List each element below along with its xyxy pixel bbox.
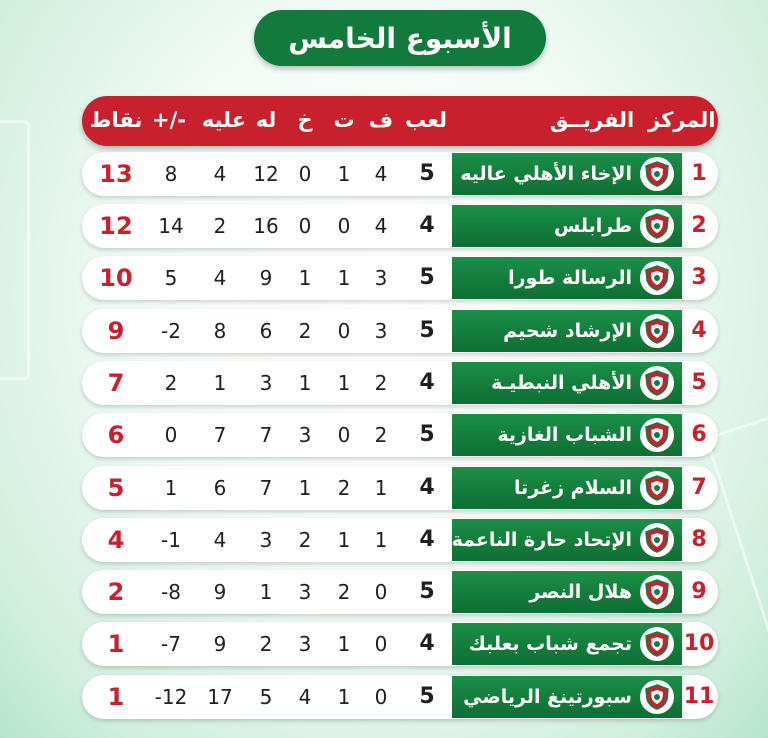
page-title (254, 10, 546, 66)
won-value: 0 (374, 580, 388, 604)
goals-against-value: 6 (213, 476, 227, 500)
team-name: الإخاء الأهلي عاليه (460, 163, 632, 185)
goal-diff-value: 8 (164, 162, 178, 186)
table-row (82, 152, 718, 196)
played-value: 4 (419, 527, 435, 552)
lost-value: 4 (298, 685, 312, 709)
lost-value: 1 (298, 266, 312, 290)
rank-value: 10 (683, 631, 715, 656)
page-title-text: الأسبوع الخامس (288, 21, 512, 55)
team-name: طرابلس (554, 215, 632, 237)
rank-value: 5 (691, 370, 707, 395)
rank-value: 7 (691, 475, 707, 500)
background-decoration (0, 120, 30, 380)
points-value: 13 (99, 160, 133, 188)
header-goals-against: عليه (201, 108, 247, 132)
won-value: 1 (374, 528, 388, 552)
won-value: 2 (374, 423, 388, 447)
drawn-value: 1 (337, 266, 351, 290)
rank-value: 3 (691, 265, 707, 290)
team-name: الأهلي النبطيـة (491, 372, 632, 394)
goals-for-value: 7 (259, 423, 273, 447)
goal-diff-value: 14 (158, 214, 184, 238)
goals-for-value: 7 (259, 476, 273, 500)
goals-against-value: 9 (213, 580, 227, 604)
club-crest-icon (640, 523, 674, 557)
table-row (82, 256, 718, 300)
lost-value: 0 (298, 162, 312, 186)
drawn-value: 0 (337, 423, 351, 447)
lost-value: 3 (298, 423, 312, 447)
goal-diff-value: -7 (161, 632, 181, 656)
won-value: 2 (374, 371, 388, 395)
team-cell (452, 623, 682, 665)
team-name: الرسالة طورا (508, 267, 632, 289)
goals-against-value: 4 (213, 162, 227, 186)
drawn-value: 1 (337, 685, 351, 709)
rank-value: 11 (683, 684, 715, 709)
table-row (82, 675, 718, 719)
header-drawn: ت (333, 108, 355, 132)
played-value: 5 (419, 422, 435, 447)
points-value: 4 (107, 526, 125, 554)
won-value: 1 (374, 476, 388, 500)
points-value: 1 (107, 630, 125, 658)
team-cell (452, 571, 682, 613)
goals-for-value: 2 (259, 632, 273, 656)
won-value: 4 (374, 214, 388, 238)
drawn-value: 1 (337, 632, 351, 656)
goals-for-value: 12 (253, 162, 279, 186)
goals-for-value: 16 (253, 214, 279, 238)
goal-diff-value: -2 (161, 319, 181, 343)
lost-value: 0 (298, 214, 312, 238)
goal-diff-value: -8 (161, 580, 181, 604)
lost-value: 2 (298, 528, 312, 552)
won-value: 0 (374, 685, 388, 709)
drawn-value: 2 (337, 580, 351, 604)
played-value: 4 (419, 213, 435, 238)
club-crest-icon (640, 209, 674, 243)
table-row (82, 622, 718, 666)
lost-value: 2 (298, 319, 312, 343)
goals-against-value: 17 (207, 685, 233, 709)
team-cell (452, 467, 682, 509)
team-name: السلام زغرتا (514, 477, 632, 499)
rank-value: 6 (691, 422, 707, 447)
played-value: 5 (419, 265, 435, 290)
rank-value: 4 (691, 318, 707, 343)
points-value: 2 (107, 578, 125, 606)
table-row (82, 570, 718, 614)
points-value: 10 (99, 264, 133, 292)
header-team: الفريــق (549, 108, 635, 132)
header-goals-for: له (255, 108, 277, 132)
team-cell (452, 153, 682, 195)
header-points: نقاط (89, 108, 143, 132)
team-name: الإتحاد حارة الناعمة (451, 529, 632, 551)
table-row (82, 204, 718, 248)
club-crest-icon (640, 314, 674, 348)
club-crest-icon (640, 575, 674, 609)
club-crest-icon (640, 627, 674, 661)
lost-value: 3 (298, 580, 312, 604)
goals-against-value: 4 (213, 266, 227, 290)
points-value: 7 (107, 369, 125, 397)
goals-against-value: 1 (213, 371, 227, 395)
table-row (82, 518, 718, 562)
team-name: سبورتينغ الرياضي (463, 686, 632, 708)
goal-diff-value: 1 (164, 476, 178, 500)
header-lost: خ (297, 108, 313, 132)
club-crest-icon (640, 261, 674, 295)
club-crest-icon (640, 471, 674, 505)
header-rank: المركز (648, 108, 716, 132)
goal-diff-value: 5 (164, 266, 178, 290)
rank-value: 9 (691, 579, 707, 604)
table-row (82, 466, 718, 510)
points-value: 1 (107, 683, 125, 711)
drawn-value: 1 (337, 528, 351, 552)
header-played: لعب (405, 108, 447, 132)
club-crest-icon (640, 418, 674, 452)
team-cell (452, 205, 682, 247)
team-name: تجمع شباب بعلبك (468, 633, 632, 655)
rank-value: 1 (691, 161, 707, 186)
club-crest-icon (640, 366, 674, 400)
won-value: 4 (374, 162, 388, 186)
points-value: 9 (107, 317, 125, 345)
lost-value: 3 (298, 632, 312, 656)
team-name: الإرشاد شحيم (503, 320, 632, 342)
drawn-value: 1 (337, 371, 351, 395)
goal-diff-value: -12 (154, 685, 188, 709)
won-value: 3 (374, 266, 388, 290)
played-value: 5 (419, 318, 435, 343)
won-value: 3 (374, 319, 388, 343)
points-value: 6 (107, 421, 125, 449)
team-name: الشباب الغازية (497, 424, 632, 446)
table-row (82, 309, 718, 353)
points-value: 5 (107, 474, 125, 502)
goals-for-value: 1 (259, 580, 273, 604)
rank-value: 8 (691, 527, 707, 552)
team-name: هلال النصر (529, 581, 632, 603)
goal-diff-value: 0 (164, 423, 178, 447)
goal-diff-value: 2 (164, 371, 178, 395)
table-row (82, 361, 718, 405)
goals-against-value: 8 (213, 319, 227, 343)
goals-against-value: 2 (213, 214, 227, 238)
goals-for-value: 3 (259, 528, 273, 552)
drawn-value: 2 (337, 476, 351, 500)
lost-value: 1 (298, 476, 312, 500)
played-value: 5 (419, 579, 435, 604)
club-crest-icon (640, 157, 674, 191)
team-cell (452, 519, 682, 561)
goals-against-value: 7 (213, 423, 227, 447)
played-value: 5 (419, 161, 435, 186)
table-header (82, 96, 718, 146)
drawn-value: 0 (337, 319, 351, 343)
drawn-value: 0 (337, 214, 351, 238)
goals-for-value: 6 (259, 319, 273, 343)
goals-against-value: 9 (213, 632, 227, 656)
points-value: 12 (99, 212, 133, 240)
lost-value: 1 (298, 371, 312, 395)
goals-for-value: 3 (259, 371, 273, 395)
table-row (82, 413, 718, 457)
goal-diff-value: -1 (161, 528, 181, 552)
played-value: 4 (419, 631, 435, 656)
team-cell (452, 362, 682, 404)
won-value: 0 (374, 632, 388, 656)
team-cell (452, 414, 682, 456)
goals-against-value: 4 (213, 528, 227, 552)
team-cell (452, 310, 682, 352)
header-goal-diff: +/- (152, 108, 186, 132)
drawn-value: 1 (337, 162, 351, 186)
header-won: ف (368, 108, 394, 132)
played-value: 5 (419, 684, 435, 709)
rank-value: 2 (691, 213, 707, 238)
team-cell (452, 257, 682, 299)
goals-for-value: 5 (259, 685, 273, 709)
goals-for-value: 9 (259, 266, 273, 290)
club-crest-icon (640, 680, 674, 714)
team-cell (452, 676, 682, 718)
played-value: 4 (419, 475, 435, 500)
played-value: 4 (419, 370, 435, 395)
